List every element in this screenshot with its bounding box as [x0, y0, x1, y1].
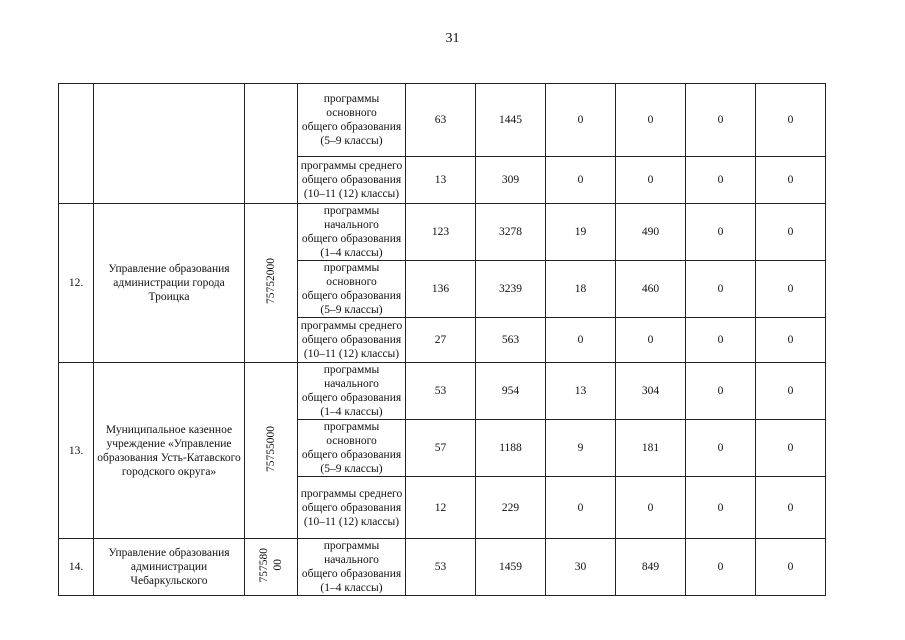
value-cell: 0 [686, 157, 756, 204]
value-cell: 0 [756, 84, 826, 157]
value-cell: 1459 [476, 539, 546, 596]
value-cell: 229 [476, 477, 546, 539]
value-cell: 13 [406, 157, 476, 204]
value-cell: 0 [756, 318, 826, 363]
value-cell: 0 [686, 477, 756, 539]
organization-name: Управление образования администрации Чебаркульского [94, 539, 245, 596]
value-cell: 0 [686, 204, 756, 261]
value-cell: 9 [546, 420, 616, 477]
table-row [59, 84, 826, 157]
program-name: программы среднего общего образования (10–11 (12) классы) [298, 318, 406, 363]
value-cell: 849 [616, 539, 686, 596]
value-cell: 0 [546, 84, 616, 157]
value-cell: 460 [616, 261, 686, 318]
value-cell: 19 [546, 204, 616, 261]
organization-name [94, 84, 245, 204]
value-cell: 0 [616, 84, 686, 157]
value-cell: 0 [756, 539, 826, 596]
oktmo-code: 75755000 [245, 363, 298, 539]
oktmo-code: 757580 00 [245, 539, 298, 596]
value-cell: 1188 [476, 420, 546, 477]
value-cell: 181 [616, 420, 686, 477]
value-cell: 0 [756, 477, 826, 539]
value-cell: 30 [546, 539, 616, 596]
row-number: 12. [59, 204, 94, 363]
row-number: 14. [59, 539, 94, 596]
value-cell: 27 [406, 318, 476, 363]
value-cell: 0 [686, 420, 756, 477]
program-name: программы начального общего образования (1–4 классы) [298, 539, 406, 596]
value-cell: 53 [406, 363, 476, 420]
value-cell: 57 [406, 420, 476, 477]
value-cell: 0 [686, 318, 756, 363]
value-cell: 13 [546, 363, 616, 420]
value-cell: 0 [686, 363, 756, 420]
oktmo-code [245, 84, 298, 204]
table-row [59, 204, 826, 261]
value-cell: 563 [476, 318, 546, 363]
value-cell: 0 [686, 261, 756, 318]
value-cell: 0 [546, 318, 616, 363]
value-cell: 0 [756, 363, 826, 420]
value-cell: 304 [616, 363, 686, 420]
program-name: программы среднего общего образования (10–11 (12) классы) [298, 157, 406, 204]
page-number: 31 [445, 31, 460, 46]
value-cell: 0 [546, 477, 616, 539]
row-number [59, 84, 94, 204]
oktmo-code: 75752000 [245, 204, 298, 363]
value-cell: 0 [756, 261, 826, 318]
value-cell: 3239 [476, 261, 546, 318]
program-name: программы основного общего образования (5–9 классы) [298, 420, 406, 477]
value-cell: 136 [406, 261, 476, 318]
value-cell: 0 [756, 420, 826, 477]
value-cell: 0 [616, 477, 686, 539]
organization-name: Управление образования администрации города Троицка [94, 204, 245, 363]
education-stats-table [58, 83, 826, 596]
value-cell: 954 [476, 363, 546, 420]
value-cell: 123 [406, 204, 476, 261]
table-row [59, 363, 826, 420]
value-cell: 0 [686, 84, 756, 157]
value-cell: 0 [756, 204, 826, 261]
value-cell: 18 [546, 261, 616, 318]
program-name: программы основного общего образования (5–9 классы) [298, 84, 406, 157]
value-cell: 3278 [476, 204, 546, 261]
value-cell: 0 [686, 539, 756, 596]
value-cell: 53 [406, 539, 476, 596]
value-cell: 490 [616, 204, 686, 261]
value-cell: 63 [406, 84, 476, 157]
value-cell: 0 [616, 157, 686, 204]
program-name: программы среднего общего образования (10–11 (12) классы) [298, 477, 406, 539]
table-row [59, 539, 826, 596]
value-cell: 0 [546, 157, 616, 204]
row-number: 13. [59, 363, 94, 539]
organization-name: Муниципальное казенное учреждение «Управление образования Усть-Катавского городского округа» [94, 363, 245, 539]
program-name: программы основного общего образования (5–9 классы) [298, 261, 406, 318]
value-cell: 12 [406, 477, 476, 539]
program-name: программы начального общего образования (1–4 классы) [298, 204, 406, 261]
value-cell: 1445 [476, 84, 546, 157]
value-cell: 0 [616, 318, 686, 363]
value-cell: 309 [476, 157, 546, 204]
value-cell: 0 [756, 157, 826, 204]
program-name: программы начального общего образования (1–4 классы) [298, 363, 406, 420]
